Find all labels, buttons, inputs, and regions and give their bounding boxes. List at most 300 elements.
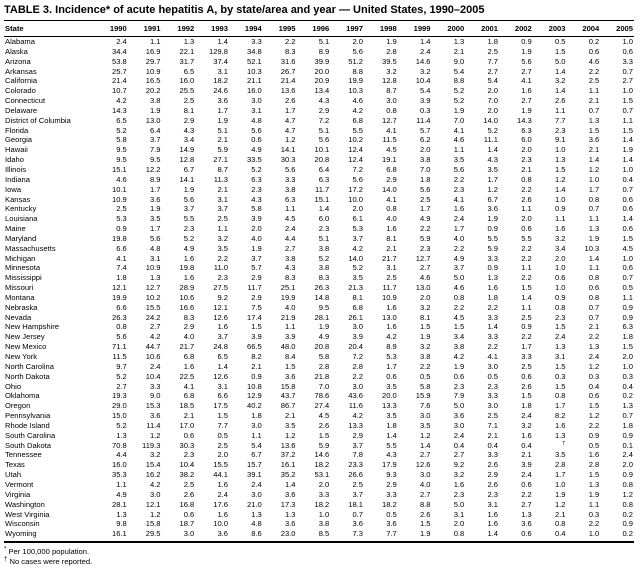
value-cell: 4.6 bbox=[588, 56, 600, 66]
value-cell: 1.3 bbox=[554, 430, 566, 440]
value-cell: 17.6 bbox=[213, 499, 228, 509]
value-cell: 1.7 bbox=[588, 184, 600, 194]
table-row bbox=[4, 500, 634, 510]
value-cell: 4.7 bbox=[284, 115, 296, 125]
state-cell: North Dakota bbox=[5, 371, 50, 381]
value-cell: 3.9 bbox=[352, 332, 363, 342]
value-cell: 14.3 bbox=[516, 115, 532, 125]
value-cell: 2.4 bbox=[622, 450, 633, 460]
value-cell: 1.1 bbox=[521, 302, 532, 312]
value-cell: 31.6 bbox=[280, 56, 296, 66]
value-cell: 1.1 bbox=[588, 499, 600, 509]
table-header bbox=[4, 21, 634, 37]
value-cell: 0.6 bbox=[588, 46, 600, 56]
value-cell: 11.1 bbox=[483, 135, 498, 145]
value-cell: 3.0 bbox=[419, 411, 431, 421]
value-cell: 8.1 bbox=[183, 105, 195, 115]
year-column-header: 1998 bbox=[364, 21, 398, 37]
table-row bbox=[4, 165, 634, 175]
value-cell: 15.1 bbox=[314, 194, 330, 204]
value-cell: 3.8 bbox=[453, 342, 465, 352]
value-cell: 3.2 bbox=[386, 66, 397, 76]
value-cell: 8.5 bbox=[297, 529, 331, 542]
value-cell: 2.2 bbox=[487, 342, 498, 352]
state-cell: Virginia bbox=[5, 489, 31, 499]
value-cell: 1.5 bbox=[622, 125, 633, 135]
table-row bbox=[4, 391, 634, 401]
value-cell: 6.8 bbox=[183, 352, 195, 361]
value-cell: 1.3 bbox=[251, 509, 262, 519]
state-cell: Utah bbox=[5, 470, 22, 480]
value-cell: 3.7 bbox=[149, 135, 161, 145]
value-cell: 4.5 bbox=[318, 411, 330, 421]
value-cell: 26.7 bbox=[280, 66, 296, 76]
value-cell: 3.6 bbox=[521, 519, 532, 529]
value-cell: 30.3 bbox=[179, 440, 195, 450]
value-cell: 1.1 bbox=[453, 145, 465, 155]
value-cell: 2.4 bbox=[453, 214, 465, 224]
value-cell: 0.8 bbox=[116, 322, 127, 332]
value-cell: 1.3 bbox=[149, 273, 161, 283]
value-cell: 8.2 bbox=[554, 411, 566, 421]
value-cell: 0.9 bbox=[521, 37, 532, 46]
value-cell: 25.7 bbox=[111, 66, 127, 76]
value-cell: 8.3 bbox=[284, 46, 296, 56]
value-cell: 2.8 bbox=[318, 361, 330, 371]
value-cell: 2.9 bbox=[251, 292, 262, 302]
value-cell: 19.8 bbox=[179, 263, 195, 273]
value-cell: 0.8 bbox=[386, 204, 397, 214]
value-cell: 0.5 bbox=[588, 440, 600, 450]
value-cell: 14.6 bbox=[415, 56, 431, 66]
value-cell: 0.4 bbox=[521, 440, 532, 450]
value-cell: 52.1 bbox=[246, 56, 262, 66]
value-cell: 21.7 bbox=[381, 253, 397, 263]
state-cell: Washington bbox=[5, 499, 45, 509]
value-cell: 1.8 bbox=[622, 332, 633, 342]
value-cell: 14.0 bbox=[348, 253, 363, 263]
value-cell: 0.5 bbox=[554, 37, 566, 46]
value-cell: 6.3 bbox=[251, 174, 262, 184]
state-cell: Pennsylvania bbox=[5, 411, 51, 421]
table-row bbox=[4, 224, 634, 234]
state-cell: Missouri bbox=[5, 283, 34, 293]
value-cell: 2.9 bbox=[183, 322, 195, 332]
value-cell: 1.1 bbox=[284, 204, 296, 214]
value-cell: 1.0 bbox=[318, 509, 330, 519]
value-cell: 0.8 bbox=[622, 499, 633, 509]
value-cell: 3.3 bbox=[284, 174, 296, 184]
value-cell: 8.2 bbox=[251, 352, 262, 361]
value-cell: 2.1 bbox=[183, 411, 195, 421]
value-cell: 3.0 bbox=[453, 420, 465, 430]
value-cell: 5.2 bbox=[251, 164, 262, 174]
value-cell: 1.2 bbox=[588, 164, 600, 174]
value-cell: 1.6 bbox=[487, 283, 498, 293]
value-cell: 1.0 bbox=[622, 86, 633, 96]
value-cell: 1.4 bbox=[521, 292, 532, 302]
value-cell: 5.2 bbox=[487, 125, 498, 135]
value-cell: 0.7 bbox=[622, 411, 633, 421]
value-cell: 34.8 bbox=[246, 46, 262, 56]
value-cell: 3.5 bbox=[419, 420, 431, 430]
value-cell: 4.4 bbox=[116, 450, 127, 460]
value-cell: 0.3 bbox=[588, 509, 600, 519]
value-cell: 1.8 bbox=[622, 420, 633, 430]
value-cell: 0.9 bbox=[521, 322, 532, 332]
value-cell: 18.1 bbox=[348, 499, 363, 509]
value-cell: 1.2 bbox=[149, 430, 161, 440]
value-cell: 4.9 bbox=[116, 489, 127, 499]
value-cell: 43.6 bbox=[348, 391, 363, 401]
value-cell: 9.5 bbox=[149, 155, 161, 165]
value-cell: 2.6 bbox=[419, 509, 431, 519]
value-cell: 1.9 bbox=[588, 233, 600, 243]
value-cell: 3.9 bbox=[251, 214, 262, 224]
state-cell: Louisiana bbox=[5, 214, 38, 224]
value-cell: 2.2 bbox=[419, 361, 431, 371]
year-column-header: 2005 bbox=[600, 21, 634, 37]
value-cell: 3.0 bbox=[352, 381, 363, 391]
value-cell: 1.9 bbox=[398, 529, 432, 542]
year-column-header: 1993 bbox=[195, 21, 229, 37]
value-cell: 119.3 bbox=[142, 440, 161, 450]
value-cell: 3.5 bbox=[554, 450, 566, 460]
value-cell: 4.9 bbox=[318, 332, 330, 342]
value-cell: 1.5 bbox=[554, 322, 566, 332]
table-row bbox=[4, 86, 634, 96]
footnote-no-cases bbox=[4, 557, 634, 567]
value-cell: 1.2 bbox=[554, 499, 566, 509]
value-cell: 0.5 bbox=[217, 430, 228, 440]
value-cell: 9.5 bbox=[318, 302, 330, 312]
table-row bbox=[4, 431, 634, 441]
value-cell: 1.8 bbox=[487, 292, 498, 302]
value-cell: 3.3 bbox=[251, 37, 262, 46]
value-cell: 1.7 bbox=[217, 105, 228, 115]
footnotes bbox=[4, 547, 634, 567]
value-cell: 7.9 bbox=[453, 391, 465, 401]
state-cell: Connecticut bbox=[5, 96, 46, 106]
value-cell: 1.5 bbox=[251, 322, 262, 332]
value-cell: 8.1 bbox=[386, 233, 397, 243]
value-cell: 3.8 bbox=[284, 184, 296, 194]
value-cell: 1.4 bbox=[217, 361, 228, 371]
value-cell: 10.4 bbox=[145, 371, 161, 381]
value-cell: 31.7 bbox=[179, 56, 195, 66]
value-cell: 0.9 bbox=[487, 263, 498, 273]
value-cell: 1.2 bbox=[149, 509, 161, 519]
value-cell: 10.0 bbox=[348, 194, 363, 204]
value-cell: 1.2 bbox=[588, 361, 600, 371]
value-cell: 2.6 bbox=[487, 479, 498, 489]
value-cell: 3.6 bbox=[453, 411, 465, 421]
table-row bbox=[4, 529, 634, 542]
value-cell: 5.2 bbox=[352, 263, 363, 273]
value-cell: 6.6 bbox=[217, 391, 228, 401]
value-cell: 13.0 bbox=[145, 115, 161, 125]
value-cell: 1.9 bbox=[453, 105, 465, 115]
year-column-header: 2004 bbox=[567, 21, 601, 37]
value-cell: 5.2 bbox=[318, 253, 330, 263]
year-column-header: 1994 bbox=[229, 21, 263, 37]
value-cell: 4.5 bbox=[386, 145, 397, 155]
value-cell: 1.6 bbox=[487, 519, 498, 529]
value-cell: 37.2 bbox=[280, 450, 296, 460]
value-cell: 3.2 bbox=[419, 342, 431, 352]
value-cell: 3.9 bbox=[419, 96, 431, 106]
value-cell: 16.0 bbox=[179, 76, 195, 86]
year-column-header: 2002 bbox=[499, 21, 533, 37]
value-cell: 20.9 bbox=[314, 76, 330, 86]
year-column-header: 1992 bbox=[162, 21, 196, 37]
value-cell: 13.3 bbox=[348, 420, 363, 430]
value-cell: 1.3 bbox=[622, 401, 633, 411]
table-row bbox=[4, 135, 634, 145]
value-cell: 1.4 bbox=[419, 440, 431, 450]
value-cell: 11.0 bbox=[213, 263, 228, 273]
value-cell: 5.6 bbox=[251, 125, 262, 135]
value-cell: 16.1 bbox=[280, 460, 296, 470]
value-cell: 8.8 bbox=[453, 76, 465, 86]
value-cell: 15.7 bbox=[246, 460, 262, 470]
value-cell: 3.0 bbox=[149, 489, 161, 499]
value-cell: 9.5 bbox=[116, 145, 127, 155]
value-cell: 2.2 bbox=[453, 174, 465, 184]
value-cell: 15.4 bbox=[145, 460, 161, 470]
value-cell: 15.9 bbox=[415, 391, 431, 401]
value-cell: 5.6 bbox=[521, 56, 532, 66]
value-cell: 2.5 bbox=[116, 204, 127, 214]
value-cell: 15.8 bbox=[145, 519, 161, 529]
value-cell: 3.3 bbox=[487, 312, 498, 322]
value-cell: 21.3 bbox=[348, 283, 363, 293]
table-row bbox=[4, 67, 634, 77]
value-cell: 35.3 bbox=[111, 470, 127, 480]
value-cell: 1.4 bbox=[487, 145, 498, 155]
value-cell: 1.1 bbox=[622, 292, 633, 302]
value-cell: 5.2 bbox=[183, 233, 195, 243]
value-cell: 17.0 bbox=[179, 420, 195, 430]
value-cell: 3.2 bbox=[419, 66, 431, 76]
value-cell: 1.0 bbox=[554, 479, 566, 489]
value-cell: 1.5 bbox=[622, 342, 633, 352]
value-cell: 4.2 bbox=[352, 105, 363, 115]
value-cell: 15.3 bbox=[145, 401, 161, 411]
value-cell: 2.2 bbox=[352, 371, 363, 381]
value-cell: 7.6 bbox=[419, 401, 431, 411]
value-cell: 4.0 bbox=[183, 332, 195, 342]
value-cell: 3.7 bbox=[352, 440, 363, 450]
value-cell: 2.7 bbox=[521, 66, 532, 76]
value-cell: 1.2 bbox=[622, 489, 633, 499]
value-cell: 3.7 bbox=[251, 253, 262, 263]
value-cell: 12.6 bbox=[213, 371, 228, 381]
value-cell: 0.5 bbox=[487, 371, 498, 381]
state-cell: Alabama bbox=[5, 37, 35, 46]
value-cell: 5.6 bbox=[318, 135, 330, 145]
value-cell: 2.1 bbox=[217, 135, 228, 145]
value-cell: 2.0 bbox=[487, 105, 498, 115]
value-cell: 2.3 bbox=[217, 273, 228, 283]
value-cell: 5.6 bbox=[183, 194, 195, 204]
value-cell: 3.6 bbox=[386, 519, 397, 529]
value-cell: 2.3 bbox=[453, 184, 465, 194]
year-column-header: 1996 bbox=[297, 21, 331, 37]
state-cell: Nebraska bbox=[5, 302, 38, 312]
value-cell: 1.5 bbox=[521, 391, 532, 401]
value-cell: 0.6 bbox=[183, 509, 195, 519]
value-cell: 28.1 bbox=[111, 499, 127, 509]
value-cell: 48.0 bbox=[280, 342, 296, 352]
value-cell: 5.6 bbox=[116, 332, 127, 342]
value-cell: 0.4 bbox=[533, 529, 567, 542]
value-cell: 2.0 bbox=[521, 145, 532, 155]
value-cell: 9.1 bbox=[554, 135, 566, 145]
value-cell: 2.0 bbox=[352, 204, 363, 214]
state-cell: Maine bbox=[5, 224, 26, 234]
state-cell: South Dakota bbox=[5, 440, 52, 450]
value-cell: 1.7 bbox=[386, 361, 397, 371]
value-cell: 3.1 bbox=[251, 105, 262, 115]
value-cell: 5.2 bbox=[453, 96, 465, 106]
value-cell: 21.0 bbox=[246, 499, 262, 509]
value-cell: 1.5 bbox=[217, 411, 228, 421]
value-cell: 3.9 bbox=[521, 460, 532, 470]
value-cell: 3.6 bbox=[149, 411, 161, 421]
state-cell: Vermont bbox=[5, 479, 34, 489]
value-cell: 1.3 bbox=[588, 224, 600, 234]
value-cell: 7.7 bbox=[217, 420, 228, 430]
value-cell: 4.0 bbox=[251, 233, 262, 243]
value-cell: 3.3 bbox=[487, 391, 498, 401]
value-cell: 4.3 bbox=[284, 263, 296, 273]
value-cell: 1.9 bbox=[487, 214, 498, 224]
value-cell: 2.4 bbox=[116, 37, 127, 46]
value-cell: 2.0 bbox=[318, 479, 330, 489]
value-cell: 6.0 bbox=[521, 135, 532, 145]
value-cell: 2.9 bbox=[352, 430, 363, 440]
value-cell: 3.8 bbox=[318, 263, 330, 273]
value-cell: 6.8 bbox=[386, 164, 397, 174]
value-cell: 3.1 bbox=[217, 194, 228, 204]
state-column-header: State bbox=[4, 21, 94, 37]
value-cell: 1.0 bbox=[554, 194, 566, 204]
value-cell: 2.2 bbox=[284, 37, 296, 46]
value-cell: 3.8 bbox=[419, 352, 431, 361]
value-cell: 12.4 bbox=[348, 155, 363, 165]
state-cell: North Carolina bbox=[5, 361, 54, 371]
value-cell: 28.1 bbox=[314, 312, 330, 322]
value-cell: 0.6 bbox=[521, 371, 532, 381]
value-cell: 1.5 bbox=[588, 125, 600, 135]
value-cell: 0.7 bbox=[622, 273, 633, 283]
value-cell: 7.2 bbox=[352, 164, 363, 174]
value-cell: 2.6 bbox=[521, 381, 532, 391]
value-cell: 0.4 bbox=[487, 440, 498, 450]
state-cell: Michigan bbox=[5, 253, 36, 263]
value-cell: 2.2 bbox=[521, 273, 532, 283]
value-cell: 3.2 bbox=[217, 233, 228, 243]
value-cell: 2.7 bbox=[419, 450, 431, 460]
value-cell: 12.1 bbox=[111, 283, 127, 293]
value-cell: 8.7 bbox=[386, 86, 397, 96]
value-cell: 1.0 bbox=[622, 164, 633, 174]
value-cell: 9.5 bbox=[116, 155, 127, 165]
value-cell: 1.5 bbox=[554, 164, 566, 174]
value-cell: 4.6 bbox=[453, 283, 465, 293]
value-cell: 29.5 bbox=[128, 529, 162, 542]
value-cell: 2.2 bbox=[217, 253, 228, 263]
value-cell: 3.6 bbox=[217, 96, 228, 106]
table-row bbox=[4, 480, 634, 490]
value-cell: 5.4 bbox=[487, 76, 498, 86]
value-cell: 2.2 bbox=[588, 519, 600, 529]
value-cell: 11.6 bbox=[348, 401, 363, 411]
value-cell: 3.3 bbox=[622, 56, 633, 66]
table-row bbox=[4, 519, 634, 529]
value-cell: 1.9 bbox=[386, 37, 397, 46]
value-cell: 5.5 bbox=[352, 125, 363, 135]
year-column-header: 1999 bbox=[398, 21, 432, 37]
value-cell: 4.1 bbox=[386, 125, 397, 135]
value-cell: 4.0 bbox=[386, 214, 397, 224]
table-row bbox=[4, 293, 634, 303]
value-cell: 1.5 bbox=[318, 430, 330, 440]
state-cell: Illinois bbox=[5, 164, 27, 174]
value-cell: 2.2 bbox=[521, 184, 532, 194]
state-cell: Kansas bbox=[5, 194, 31, 204]
value-cell: 3.7 bbox=[352, 233, 363, 243]
value-cell: 25.5 bbox=[179, 86, 195, 96]
value-cell: 10.9 bbox=[111, 194, 127, 204]
state-cell: Delaware bbox=[5, 105, 38, 115]
value-cell: 4.2 bbox=[386, 332, 397, 342]
value-cell: 8.4 bbox=[284, 352, 296, 361]
table-row bbox=[4, 401, 634, 411]
value-cell: 4.6 bbox=[453, 135, 465, 145]
value-cell: 4.2 bbox=[352, 411, 363, 421]
value-cell: 0.4 bbox=[453, 440, 465, 450]
table-row bbox=[4, 116, 634, 126]
value-cell: 5.6 bbox=[352, 46, 363, 56]
value-cell: 4.2 bbox=[352, 243, 363, 253]
value-cell: 1.6 bbox=[183, 273, 195, 283]
value-cell: 1.0 bbox=[622, 37, 633, 46]
value-cell: 6.8 bbox=[352, 115, 363, 125]
value-cell: 12.7 bbox=[145, 283, 161, 293]
value-cell: 2.5 bbox=[183, 479, 195, 489]
value-cell: 1.4 bbox=[419, 37, 431, 46]
value-cell: 4.5 bbox=[453, 312, 465, 322]
year-column-header: 1991 bbox=[128, 21, 162, 37]
value-cell: 1.4 bbox=[622, 214, 633, 224]
value-cell: 1.6 bbox=[183, 253, 195, 263]
value-cell: 38.2 bbox=[179, 470, 195, 480]
state-cell: Montana bbox=[5, 292, 35, 302]
value-cell: 4.9 bbox=[251, 145, 262, 155]
value-cell: 6.3 bbox=[318, 174, 330, 184]
value-cell: 24.6 bbox=[213, 86, 228, 96]
value-cell: 2.3 bbox=[453, 489, 465, 499]
value-cell: 25.1 bbox=[280, 283, 296, 293]
value-cell: 8.3 bbox=[284, 273, 296, 283]
value-cell: 0.8 bbox=[554, 391, 566, 401]
value-cell: 20.2 bbox=[145, 86, 161, 96]
value-cell: 39.5 bbox=[381, 56, 397, 66]
value-cell: 6.8 bbox=[183, 391, 195, 401]
state-cell: Georgia bbox=[5, 135, 33, 145]
